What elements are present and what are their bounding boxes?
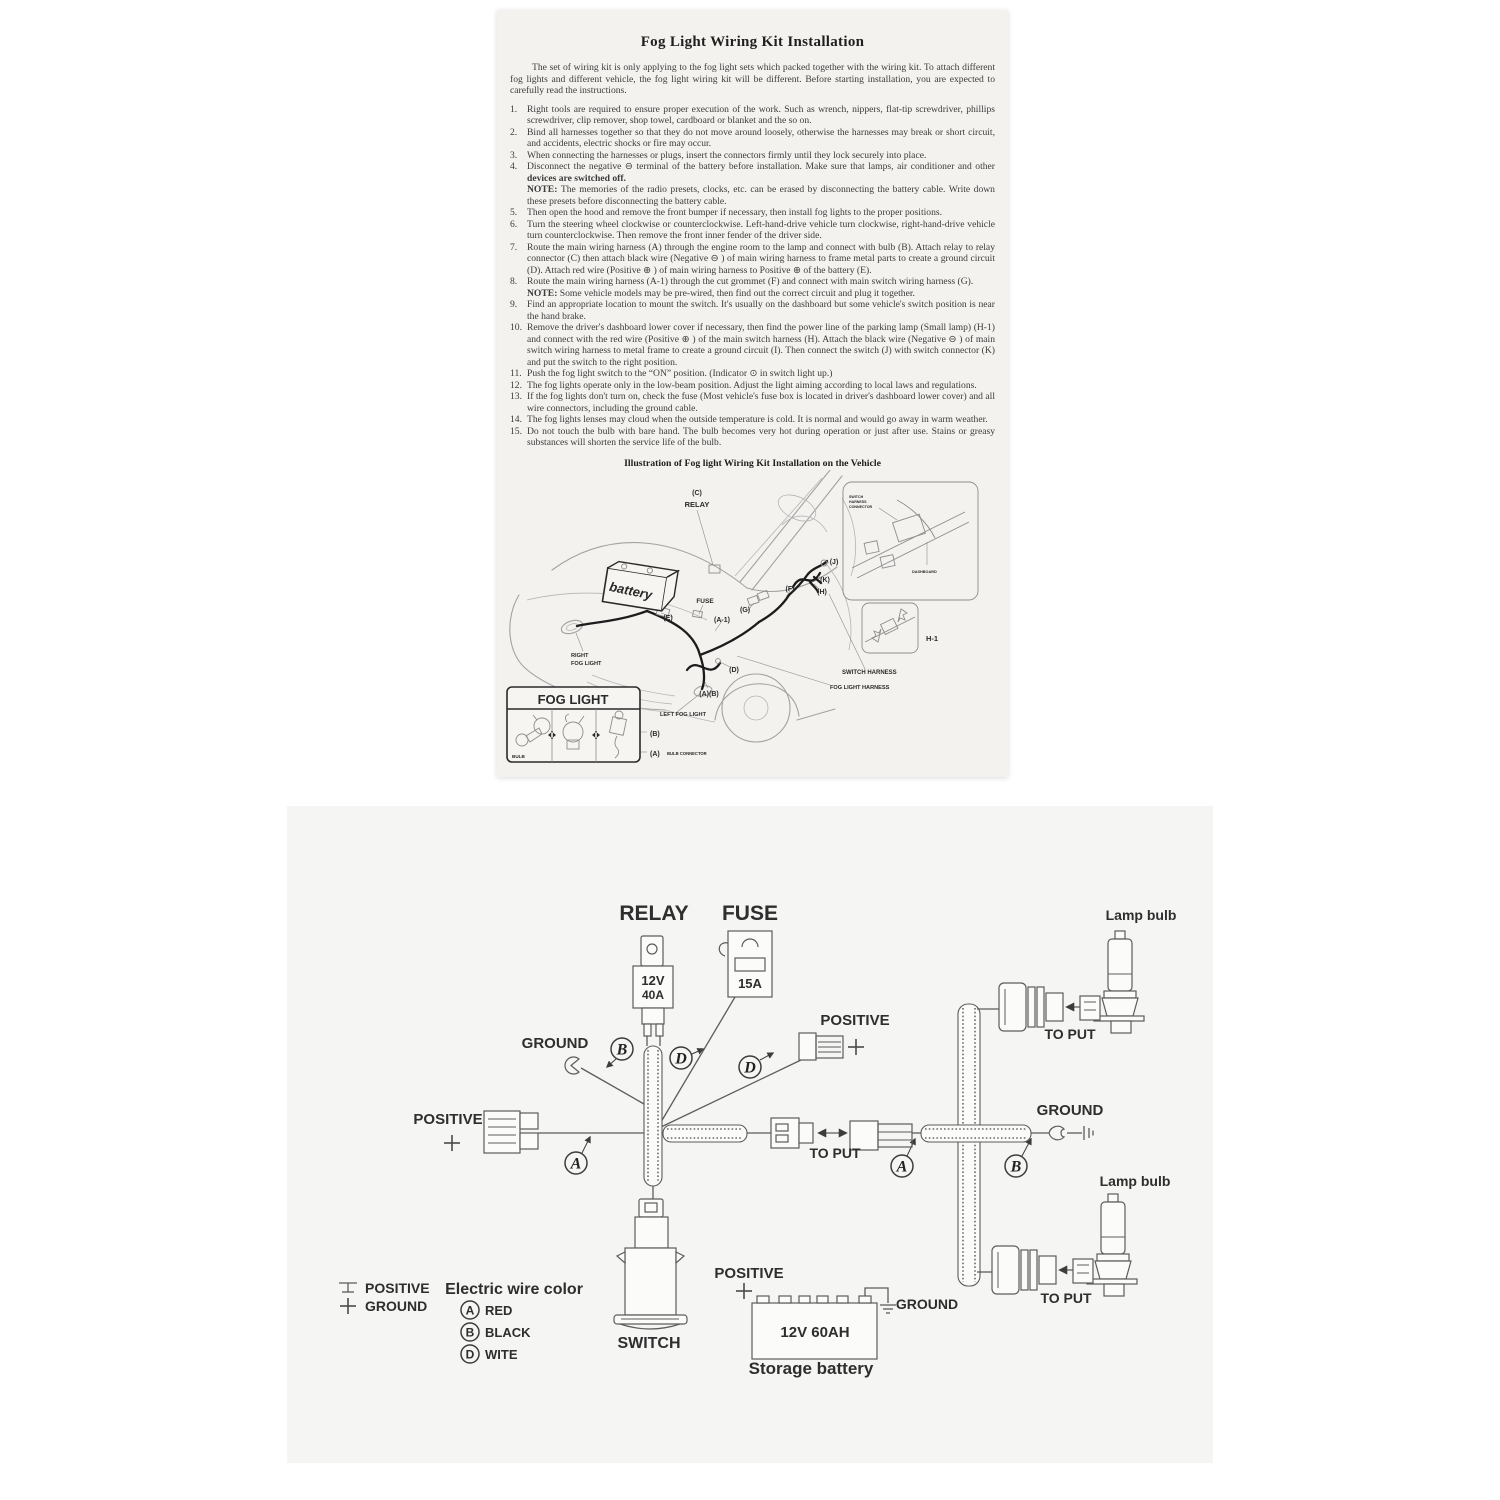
tag-letter: B [616,1041,628,1059]
step-text: The fog lights lenses may cloud when the outside temperature is cold. It is normal and would go away in warm weather. [527,414,988,425]
ground-symbol-icon [340,1298,356,1314]
fuse-component [719,931,772,997]
instruction-step [510,161,995,207]
positive-connector-left [413,1111,538,1153]
tag-letter: D [744,1059,756,1077]
step-number: 8. [510,276,518,287]
bulb-icon [1080,931,1144,1033]
label-f: (F) [785,585,795,593]
tag-letter: A [896,1158,908,1176]
positive-connector-top [659,1012,890,1128]
wiring-diagram-panel [287,806,1213,1463]
legend-title: Electric wire color [445,1281,583,1298]
label-a-desc: BULB CONNECTOR [667,750,707,756]
step-text: Bind all harnesses together so that they do not move around loosely, otherwise the harnesses may break or short circuit, and accidents, electric shocks or fire may occur. [527,126,995,149]
legend-positive: POSITIVE [365,1280,430,1296]
label-ab: (A)(B) [699,690,719,698]
step-text: When connecting the harnesses or plugs, insert the connectors firmly until they lock securely into place. [527,149,927,161]
intro-paragraph: The set of wiring kit is only applying to the fog light sets which packed together with the wiring kit. To attach different fog lights and different vehicle, the fog light wiring kit will be different. Before starting installation, you are expected to carefully read the instructions. [510,62,995,96]
legend-code: B [465,1325,475,1340]
step-text: Route the main wiring harness (A-1) through the cut grommet (F) and connect with main switch wiring harness (G). NOTE: Some vehicle models may be pre-wired, then find out the correct circuit and plug it together. [527,276,995,299]
step-number: 1. [510,103,518,115]
tag-letter: A [570,1155,582,1173]
bulb-icon [1073,1194,1137,1296]
legend-ground: GROUND [365,1298,428,1314]
positive-left-label: POSITIVE [413,1111,483,1128]
step-number: 9. [510,299,518,310]
instruction-step [510,150,995,162]
step-number: 14. [510,414,522,425]
legend-color-b [461,1323,531,1341]
fork-terminal-icon [565,1057,579,1074]
instruction-step [510,104,995,127]
label-j: (J) [829,558,839,566]
inset-label-3: CONNECTOR [849,504,873,509]
step-text: Then open the hood and remove the front bumper if necessary, then install fog lights to the proper positions. [527,207,943,218]
label-g: (G) [739,606,751,614]
h1-inset [862,603,918,653]
step-text: Find an appropriate location to mount the switch. It's usually on the dashboard but some vehicle's switch position is near the hand brake. [527,299,995,322]
switch-component [614,1186,687,1352]
step-text: If the fog lights don't turn on, check the fuse (Most vehicle's fuse box is located in driver's dashboard lower cover) and all wire connectors, including the ground cable. [527,391,995,414]
wire-tag-b2 [1005,1139,1031,1177]
label-right-fog-2: FOG LIGHT [571,660,602,667]
inset-label-2: HARNESS [849,499,867,504]
label-relay: RELAY [684,499,710,509]
battery-label: battery [608,578,654,603]
step-number: 13. [510,391,522,402]
legend [339,1280,583,1363]
step-number: 4. [510,161,518,172]
wire-tag-d1 [670,1047,703,1069]
instruction-step [510,207,995,219]
fork-terminal-icon [1049,1126,1064,1140]
battery-positive-label: POSITIVE [714,1265,784,1282]
battery-box [602,560,678,612]
legend-code: A [465,1303,475,1318]
wiring-diagram [287,806,1213,1463]
storage-battery [714,1265,958,1378]
step-number: 7. [510,241,518,253]
tag-letter: D [675,1050,687,1068]
legend-color-a [461,1301,512,1319]
instruction-step [510,127,995,150]
step-text: Do not touch the bulb with bare hand. The bulb becomes very hot during operation or just after use. Stains or greasy substances will shorten the service life of the bulb. [527,425,995,448]
relay-amp: 40A [641,988,665,1002]
step-number: 15. [510,425,522,437]
battery-caption: Storage battery [748,1359,874,1378]
vehicle-illustration [497,470,1008,775]
inset-label-dashboard: DASHBOARD [912,569,937,574]
fuse-rating: 15A [738,976,762,991]
to-put-center-label: TO PUT [809,1145,861,1161]
legend-color-name: RED [485,1303,513,1318]
label-a-ref: (A) [650,750,660,758]
sheet-title: Fog Light Wiring Kit Installation [640,34,865,50]
label-left-fog: LEFT FOG LIGHT [660,711,706,718]
legend-color-d [461,1345,518,1363]
fuse-clip [719,943,728,956]
wire-tag-a1 [565,1137,590,1174]
label-d: (D) [729,666,739,674]
label-fog-light-harness: FOG LIGHT HARNESS [830,684,890,691]
relay-title: RELAY [619,902,689,925]
instruction-step [510,242,995,277]
fog-light-box [507,687,640,762]
positive-symbol-icon [339,1283,357,1292]
step-note: NOTE: Some vehicle models may be pre-wired, then find out the correct circuit and plug it together. [527,287,915,299]
connector-pair-center [771,1118,912,1161]
wire-tag-d2 [739,1053,773,1078]
step-text: Push the fog light switch to the “ON” position. (Indicator ⊙ in switch light up.) [527,368,833,379]
inset-label-1: SWITCH [849,494,864,499]
ground-right [1031,1102,1103,1140]
fog-light-box-refs [650,731,707,758]
step-number: 11. [510,368,522,379]
step-number: 12. [510,379,522,391]
lamp-bulb-top-label: Lamp bulb [1105,907,1177,923]
instruction-step [510,414,995,426]
step-text: Right tools are required to ensure proper execution of the work. Such as wrench, nippers, flat-tip screwdriver, phillips screwdriver, clip remover, shop towel, cardboard or blanket and the so on. [527,103,995,126]
legend-color-name: WITE [485,1347,518,1362]
battery-ground-label: GROUND [895,1296,959,1312]
label-h1: H-1 [926,633,939,643]
instruction-steps [510,104,995,449]
ground-right-label: GROUND [1036,1102,1104,1119]
label-e: (E) [663,614,673,622]
label-k: (K) [820,576,830,584]
step-text: Turn the steering wheel clockwise or counterclockwise. Left-hand-drive vehicle turn clockwise, right-hand-drive vehicle turn counterclockwise. Then remove the front inner fender of the driver side. [527,218,995,241]
step-number: 10. [510,322,522,333]
instruction-sheet [497,10,1008,777]
dashboard-inset [843,482,978,600]
lamp-assembly-bottom [977,1173,1170,1306]
instruction-step [510,426,995,449]
battery-rating: 12V 60AH [780,1324,850,1341]
label-right-fog-1: RIGHT [571,652,589,659]
label-b-ref: (B) [650,730,660,738]
harness-horizontal-left [663,1125,747,1142]
instruction-step [510,322,995,368]
label-switch-harness: SWITCH HARNESS [842,669,897,676]
fuse-title: FUSE [721,902,779,925]
step-number: 2. [510,126,518,138]
step-number: 3. [510,149,518,161]
to-put-bottom-label: TO PUT [1040,1290,1092,1306]
instruction-step [510,368,995,380]
instruction-step [510,391,995,414]
lamp-bulb-bottom-label: Lamp bulb [1099,1173,1171,1189]
step-text: Disconnect the negative ⊖ terminal of the battery before installation. Make sure that lamps, air conditioner and other devices are switched off. NOTE: The memories of the radio presets, clocks, etc. can be erased by disconnecting the battery cable. Write down these presets before disconnecting the battery cable. [527,161,995,207]
fog-light-box-title: FOG LIGHT [537,691,609,707]
step-number: 6. [510,218,518,230]
to-put-top-label: TO PUT [1044,1026,1096,1042]
legend-code: D [465,1347,475,1362]
step-text: Route the main wiring harness (A) through the engine room to the lamp and connect with bulb (B). Attach relay to relay connector (C) then attach black wire (Negative ⊖ ) of main wiring harness to frame metal parts to create a ground circuit (D). Attach red wire (Positive ⊕ ) of main wiring harness to Positive ⊕ of the battery (E). [527,241,995,276]
lamp-assembly-top [977,907,1176,1042]
instruction-step [510,380,995,392]
label-h: (H) [817,588,827,596]
switch-label: SWITCH [617,1335,681,1352]
illustration-heading: Illustration of Fog light Wiring Kit Installation on the Vehicle [624,457,881,469]
instruction-step [510,219,995,242]
fog-light-box-bulb-label: BULB [512,753,525,759]
wire-tag-b1 [607,1038,633,1067]
ground-top-label: GROUND [521,1035,589,1052]
step-text: Remove the driver's dashboard lower cover if necessary, then find the power line of the parking lamp (Small lamp) (H-1) and connect with the red wire (Positive ⊕ ) of the main switch harness (H). Attach the black wire (Negative ⊖ ) of main switch wiring harness to metal frame to create a ground circuit (I). Then connect the switch (J) with switch connector (K) and put the switch to the right position. [527,322,995,368]
legend-color-name: BLACK [485,1325,531,1340]
main-harness-vertical [644,1046,662,1186]
relay-component [633,936,673,1046]
relay-volt: 12V [641,973,665,988]
instruction-step [510,299,995,322]
step-number: 5. [510,207,518,218]
tag-letter: B [1010,1158,1022,1176]
step-text: The fog lights operate only in the low-beam position. Adjust the light aiming according to local laws and regulations. [527,379,977,391]
label-c: (C) [692,489,702,497]
step-note: NOTE: The memories of the radio presets, clocks, etc. can be erased by disconnecting the battery cable. Write down these presets before disconnecting the battery cable. [527,184,995,207]
harness-horizontal-right [921,1125,1031,1142]
positive-top-label: POSITIVE [820,1012,890,1029]
instruction-step [510,276,995,299]
label-fuse: FUSE [696,597,714,605]
label-a1: (A-1) [714,616,730,624]
lamp-harness-vertical [958,1004,980,1286]
